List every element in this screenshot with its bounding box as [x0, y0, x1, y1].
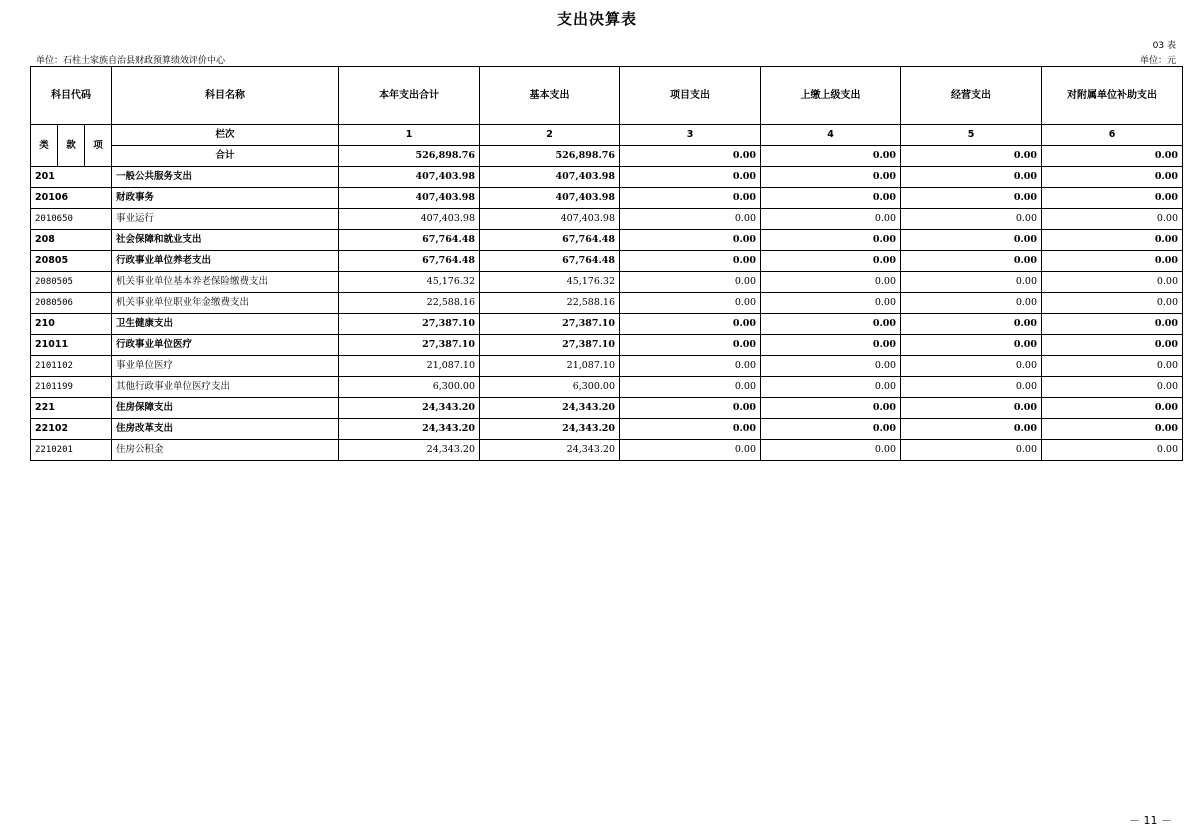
row-name: 社会保障和就业支出 — [112, 230, 339, 251]
row-value: 24,343.20 — [480, 419, 620, 440]
row-value: 0.00 — [1042, 440, 1183, 461]
row-value: 24,343.20 — [339, 419, 480, 440]
row-value: 67,764.48 — [339, 230, 480, 251]
row-code: 2101102 — [31, 356, 112, 377]
column-number: 3 — [620, 125, 761, 146]
row-value: 45,176.32 — [339, 272, 480, 293]
row-value: 24,343.20 — [480, 398, 620, 419]
row-name: 事业单位医疗 — [112, 356, 339, 377]
row-value: 0.00 — [761, 230, 901, 251]
row-code: 201 — [31, 167, 112, 188]
row-value: 0.00 — [901, 398, 1042, 419]
row-value: 6,300.00 — [480, 377, 620, 398]
row-value: 407,403.98 — [480, 188, 620, 209]
row-name: 住房改革支出 — [112, 419, 339, 440]
row-code: 210 — [31, 314, 112, 335]
row-value: 0.00 — [901, 209, 1042, 230]
row-value: 0.00 — [620, 167, 761, 188]
row-value: 27,387.10 — [339, 335, 480, 356]
row-value: 0.00 — [620, 293, 761, 314]
row-name: 事业运行 — [112, 209, 339, 230]
reporting-unit: 单位：石柱土家族自治县财政预算绩效评价中心 — [36, 56, 226, 66]
table-row — [31, 188, 1183, 209]
row-value: 0.00 — [761, 272, 901, 293]
total-cell: 0.00 — [901, 146, 1042, 167]
row-value: 67,764.48 — [339, 251, 480, 272]
row-value: 21,087.10 — [480, 356, 620, 377]
row-value: 407,403.98 — [480, 167, 620, 188]
row-value: 0.00 — [620, 335, 761, 356]
total-cell: 0.00 — [620, 146, 761, 167]
row-value: 0.00 — [901, 419, 1042, 440]
row-value: 0.00 — [761, 251, 901, 272]
header-name: 科目名称 — [112, 67, 339, 125]
row-value: 67,764.48 — [480, 251, 620, 272]
total-cell: 0.00 — [761, 146, 901, 167]
total-cell: 526,898.76 — [339, 146, 480, 167]
column-number: 4 — [761, 125, 901, 146]
row-value: 22,588.16 — [480, 293, 620, 314]
header-row — [31, 67, 1183, 125]
header-project: 项目支出 — [620, 67, 761, 125]
row-name: 住房保障支出 — [112, 398, 339, 419]
row-code: 208 — [31, 230, 112, 251]
column-number: 1 — [339, 125, 480, 146]
row-value: 24,343.20 — [480, 440, 620, 461]
row-value: 0.00 — [901, 293, 1042, 314]
row-value: 0.00 — [1042, 188, 1183, 209]
row-code: 221 — [31, 398, 112, 419]
row-value: 0.00 — [620, 251, 761, 272]
row-value: 0.00 — [1042, 335, 1183, 356]
row-code: 20106 — [31, 188, 112, 209]
table-row — [31, 209, 1183, 230]
table-row — [31, 356, 1183, 377]
row-name: 机关事业单位基本养老保险缴费支出 — [112, 272, 339, 293]
header-total: 本年支出合计 — [339, 67, 480, 125]
row-value: 0.00 — [1042, 293, 1183, 314]
sub-header-lei: 类 — [31, 125, 58, 167]
table-row — [31, 251, 1183, 272]
row-value: 0.00 — [761, 398, 901, 419]
row-value: 0.00 — [761, 209, 901, 230]
row-value: 0.00 — [1042, 230, 1183, 251]
row-value: 0.00 — [901, 230, 1042, 251]
column-number: 5 — [901, 125, 1042, 146]
row-value: 0.00 — [761, 167, 901, 188]
row-name: 卫生健康支出 — [112, 314, 339, 335]
row-value: 0.00 — [620, 398, 761, 419]
row-code: 21011 — [31, 335, 112, 356]
row-value: 0.00 — [620, 272, 761, 293]
row-value: 407,403.98 — [480, 209, 620, 230]
table-row — [31, 419, 1183, 440]
row-value: 0.00 — [620, 209, 761, 230]
row-name: 住房公积金 — [112, 440, 339, 461]
row-value: 407,403.98 — [339, 188, 480, 209]
row-value: 0.00 — [1042, 272, 1183, 293]
table-row — [31, 293, 1183, 314]
table-row — [31, 314, 1183, 335]
row-value: 21,087.10 — [339, 356, 480, 377]
row-name: 其他行政事业单位医疗支出 — [112, 377, 339, 398]
row-value: 0.00 — [901, 188, 1042, 209]
table-row — [31, 398, 1183, 419]
row-value: 0.00 — [761, 314, 901, 335]
row-value: 0.00 — [901, 314, 1042, 335]
row-value: 0.00 — [620, 314, 761, 335]
row-value: 0.00 — [901, 272, 1042, 293]
row-code: 2080505 — [31, 272, 112, 293]
form-number: 03 表 — [1152, 41, 1176, 51]
row-value: 24,343.20 — [339, 398, 480, 419]
row-value: 0.00 — [1042, 209, 1183, 230]
header-code: 科目代码 — [31, 67, 112, 125]
row-value: 0.00 — [901, 335, 1042, 356]
row-value: 0.00 — [761, 440, 901, 461]
row-code: 2210201 — [31, 440, 112, 461]
row-value: 0.00 — [1042, 419, 1183, 440]
row-value: 27,387.10 — [339, 314, 480, 335]
table-row — [31, 272, 1183, 293]
column-number: 6 — [1042, 125, 1183, 146]
header-basic: 基本支出 — [480, 67, 620, 125]
row-value: 0.00 — [761, 419, 901, 440]
total-cell: 0.00 — [1042, 146, 1183, 167]
column-number: 2 — [480, 125, 620, 146]
row-name: 行政事业单位医疗 — [112, 335, 339, 356]
row-code: 2101199 — [31, 377, 112, 398]
expenditure-table — [30, 66, 1183, 461]
table-row — [31, 167, 1183, 188]
sub-header-xiang: 项 — [85, 125, 112, 167]
row-code: 20805 — [31, 251, 112, 272]
row-value: 24,343.20 — [339, 440, 480, 461]
sub-header-kuan: 款 — [58, 125, 85, 167]
row-value: 407,403.98 — [339, 167, 480, 188]
row-value: 0.00 — [901, 167, 1042, 188]
row-value: 27,387.10 — [480, 314, 620, 335]
column-row-label: 栏次 — [112, 125, 339, 146]
table-row — [31, 230, 1183, 251]
header-superior: 上缴上级支出 — [761, 67, 901, 125]
row-value: 0.00 — [761, 335, 901, 356]
row-value: 0.00 — [1042, 251, 1183, 272]
row-value: 0.00 — [620, 377, 761, 398]
row-code: 22102 — [31, 419, 112, 440]
row-value: 407,403.98 — [339, 209, 480, 230]
row-value: 0.00 — [761, 377, 901, 398]
row-value: 45,176.32 — [480, 272, 620, 293]
row-value: 0.00 — [1042, 356, 1183, 377]
row-name: 一般公共服务支出 — [112, 167, 339, 188]
table-row — [31, 377, 1183, 398]
row-value: 0.00 — [1042, 377, 1183, 398]
row-value: 0.00 — [620, 356, 761, 377]
table-row — [31, 335, 1183, 356]
row-value: 67,764.48 — [480, 230, 620, 251]
row-name: 机关事业单位职业年金缴费支出 — [112, 293, 339, 314]
row-value: 0.00 — [620, 440, 761, 461]
currency-unit: 单位：元 — [1139, 56, 1176, 66]
row-value: 0.00 — [1042, 167, 1183, 188]
header-subsidy: 对附属单位补助支出 — [1042, 67, 1183, 125]
row-value: 0.00 — [620, 188, 761, 209]
row-value: 0.00 — [761, 293, 901, 314]
row-value: 0.00 — [620, 230, 761, 251]
row-value: 0.00 — [901, 356, 1042, 377]
table-row — [31, 440, 1183, 461]
row-value: 27,387.10 — [480, 335, 620, 356]
page-number: － 11 － — [1129, 814, 1172, 827]
column-number-row — [31, 125, 1183, 146]
row-value: 0.00 — [901, 440, 1042, 461]
row-value: 0.00 — [620, 419, 761, 440]
header-business: 经营支出 — [901, 67, 1042, 125]
row-value: 0.00 — [901, 377, 1042, 398]
row-value: 0.00 — [1042, 314, 1183, 335]
row-name: 行政事业单位养老支出 — [112, 251, 339, 272]
row-value: 0.00 — [901, 251, 1042, 272]
row-value: 0.00 — [1042, 398, 1183, 419]
row-name: 财政事务 — [112, 188, 339, 209]
total-label: 合计 — [112, 146, 339, 167]
total-cell: 526,898.76 — [480, 146, 620, 167]
total-row — [31, 146, 1183, 167]
row-code: 2010650 — [31, 209, 112, 230]
row-value: 0.00 — [761, 188, 901, 209]
row-value: 0.00 — [761, 356, 901, 377]
row-value: 22,588.16 — [339, 293, 480, 314]
row-code: 2080506 — [31, 293, 112, 314]
page-title: 支出决算表 — [556, 10, 637, 28]
row-value: 6,300.00 — [339, 377, 480, 398]
